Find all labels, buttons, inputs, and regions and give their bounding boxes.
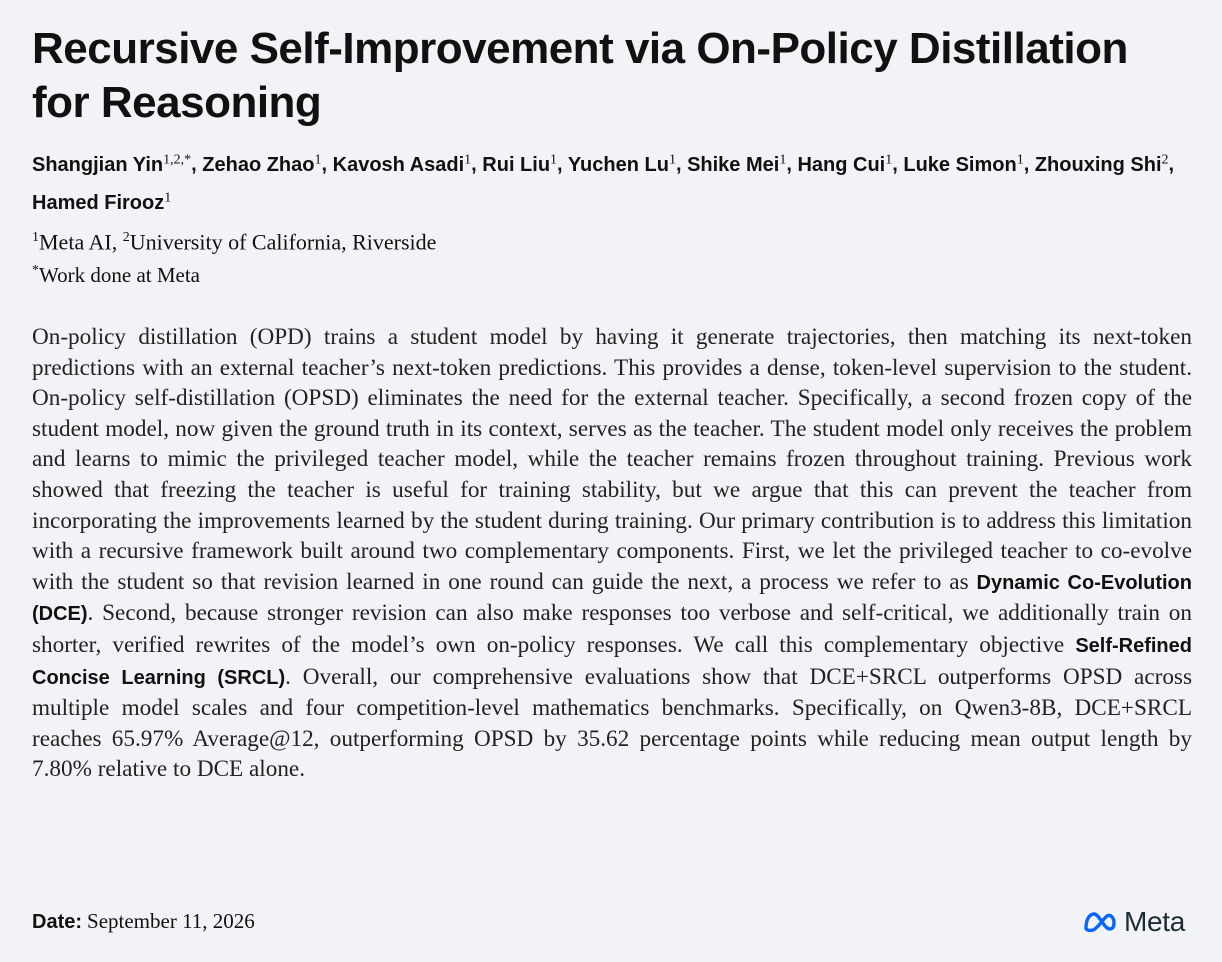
meta-logo [1082,904,1185,940]
abstract: On-policy distillation (OPD) trains a student model by having it generate trajectories, then matching its next-token predictions with an external teacher’s next-token predictions. This provides a dense, token-level supervision to the student. On-policy self-distillation (OPSD) eliminates the need for the external teacher. Specifically, a second frozen copy of the student model, now given the ground truth in its context, serves as the teacher. The student model only receives the problem and learns to mimic the privileged teacher model, while the teacher remains frozen throughout training. Previous work showed that freezing the teacher is useful for training stability, but we argue that this can prevent the teacher from incorporating the improvements learned by the student during training. Our primary contribution is to address this limitation with a recursive framework built around two complementary components. First, we let the privileged teacher to co-evolve with the student so that revision learned in one round can guide the next, a process we refer to as Dynamic Co-Evolution (DCE). Second, because stronger revision can also make responses too verbose and self-critical, we additionally train on shorter, verified rewrites of the model’s own on-policy responses. We call this complementary objective Self-Refined Concise Learning (SRCL). Overall, our comprehensive evaluations show that DCE+SRCL outperforms OPSD across multiple model scales and four competition-level mathematics benchmarks. Specifically, on Qwen3-8B, DCE+SRCL reaches 65.97% Average@12, outperforming OPSD by 35.62 percentage points while reducing mean output length by 7.80% relative to DCE alone. [32,324,1192,783]
author: Hang Cui$^1$ [797,152,893,176]
date-value: September 11, 2026 [87,909,255,933]
author-list: Shangjian Yin$^{1,2,*}$, Zehao Zhao$^1$, Kavosh Asadi$^1$, Rui Liu$^1$, Yuchen Lu$^1$, Shike Mei$^1$, Hang Cui$^1$, Luke Simon$^1$, Zhouxing Shi$^2$, Hamed Firooz$^1$ [32,152,1175,215]
date-line [32,906,255,937]
affiliations: $^1$Meta AI, $^2$University of California, Riverside [32,229,437,255]
author: Shangjian Yin$^{1,2,*}$ [32,152,192,176]
meta-infinity-icon [1082,911,1118,933]
author: Shike Mei$^1$ [687,152,787,176]
author-note: *Work done at Meta [32,263,201,287]
meta-wordmark: Meta [1124,906,1186,937]
term-dce: Dynamic Co-Evolution (DCE) [32,571,1192,626]
date-label: Date: [32,911,83,933]
author: Zhouxing Shi$^2$ [1034,152,1169,176]
author: Kavosh Asadi$^1$ [332,152,472,176]
author: Rui Liu$^1$ [482,152,558,176]
author: Luke Simon$^1$ [903,152,1024,176]
term-srcl: Self-Refined Concise Learning (SRCL) [32,634,1192,689]
author: Zehao Zhao$^1$ [202,152,322,176]
paper-title: Recursive Self-Improvement via On-Policy Distillation for Reasoning [32,24,1128,127]
author: Hamed Firooz$^1$ [32,190,172,215]
author: Yuchen Lu$^1$ [567,152,676,176]
